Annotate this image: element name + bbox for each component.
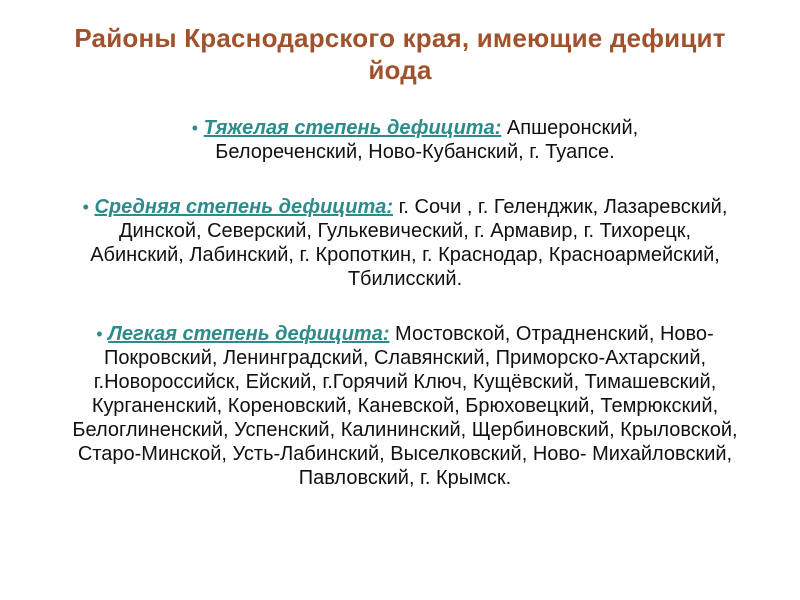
item-text-mild: Мостовской, Отрадненский, Ново-Покровский, Ленинградский, Славянский, Приморско-Ахтарский, г.Новороссийск, Ейский, г.Горячий Ключ, Кущёвский, Тимашевский, Курганенский, Кореновский, Каневской, Брюховецкий, Темрюкский, Белоглиненский, Успенский, Калининский, Щербиновский, Крыловской, Старо-Минской, Усть-Лабинский, Выселковский, Ново- Михайловский, Павловский, г. Крымск. [72, 323, 738, 489]
bullet-icon: • [191, 118, 199, 138]
slide-title: Районы Краснодарского края, имеющие дефицит йода [74, 23, 726, 85]
bullet-icon: • [82, 197, 89, 217]
deficiency-list [40, 116, 770, 521]
item-text-moderate: г. Сочи , г. Геленджик, Лазаревский, Динской, Северский, Гулькевический, г. Армавир, г. Тихорецк, Абинский, Лабинский, г. Кропоткин, г. Краснодар, Красноармейский, Тбилисский. [90, 196, 728, 290]
bullet-icon: • [96, 324, 103, 344]
item-label-mild: Легкая степень дефицита: [108, 323, 390, 345]
item-label-moderate: Средняя степень дефицита: [94, 196, 394, 218]
item-label-severe: Тяжелая степень дефицита: [203, 117, 502, 139]
list-item-moderate [40, 195, 770, 291]
item-text-severe: Апшеронский, Белореченский, Ново-Кубанский, г. Туапсе. [215, 117, 639, 163]
list-item-mild [40, 322, 770, 490]
list-item-severe [40, 116, 770, 164]
